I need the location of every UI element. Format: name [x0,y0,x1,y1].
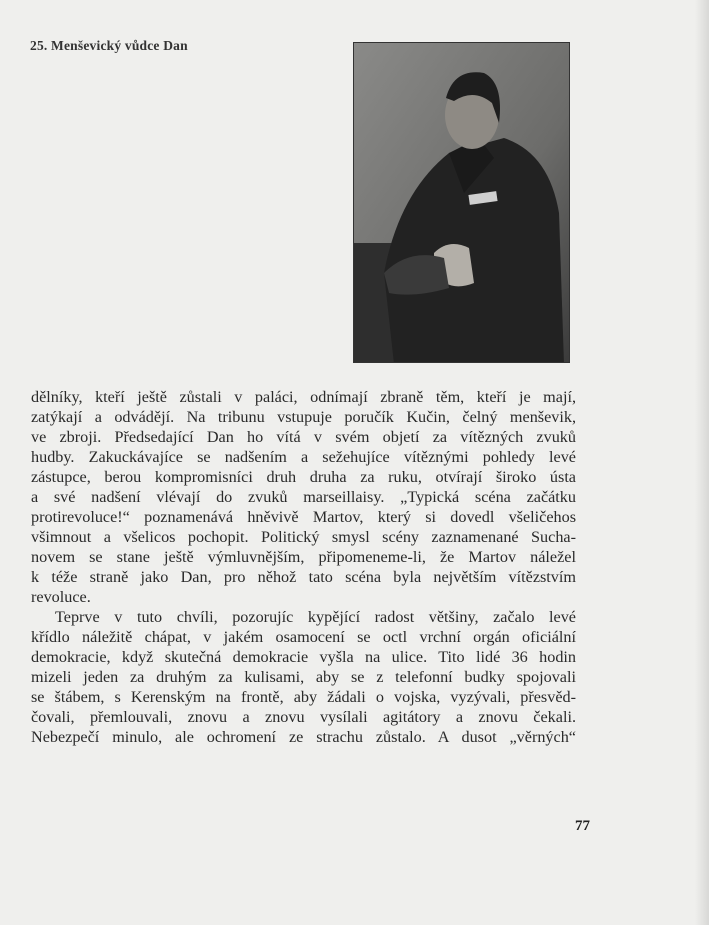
text-line: hudby. Zakuckávajíce se nadšením a sežehujíce vítěznými pohledy levé [31,448,576,466]
page-edge-shadow [695,0,709,925]
text-line: zatýkají a odvádějí. Na tribunu vstupuje poručík Kučin, čelný menševik, [31,408,576,426]
body-text [31,387,576,747]
text-line: protirevoluce!“ poznamenává hněvivě Martov, který si dovedl všeličehos [31,508,576,526]
text-line: ve zbroji. Předsedající Dan ho vítá v svém objetí za vítězných zvuků [31,428,576,446]
figure-caption: 25. Menševický vůdce Dan [30,38,188,53]
page-number: 77 [575,818,590,834]
text-line: a své nadšení vlévají do zvuků marseillaisy. „Typická scéna začátku [31,488,576,506]
text-line: křídlo náležitě chápat, v jakém osamocení se octl vrchní orgán oficiální [31,628,576,646]
paragraph-1 [31,387,576,607]
text-line: všimnout a všelicos pochopit. Politický smysl scény zaznamenané Sucha- [31,528,576,546]
text-line: k téže straně jako Dan, pro něhož tato scéna byla největším vítězstvím [31,568,576,586]
text-line: se štábem, s Kerenským na frontě, aby žádali o vojska, vyzývali, přesvěd- [31,688,576,706]
text-line: zástupce, berou kompromisníci druh druha za ruku, otvírají široko ústa [31,468,576,486]
text-line: novem se stane ještě výmluvnějším, připomeneme-li, že Martov náležel [31,548,576,566]
text-line: Nebezpečí minulo, ale ochromení ze strachu zůstalo. A dusot „věrných“ [31,728,576,746]
text-line: demokracie, když skutečná demokracie vyšla na ulice. Tito lidé 36 hodin [31,648,576,666]
text-line: revoluce. [31,588,91,606]
text-line: Teprve v tuto chvíli, pozorujíc kypějící radost většiny, začalo levé [55,608,576,626]
text-line: mizeli jeden za druhým za kulisami, aby se z telefonní budky spojovali [31,668,576,686]
text-line: čovali, přemlouvali, znovu a znovu vysílali agitátory a znovu čekali. [31,708,576,726]
text-line: dělníky, kteří ještě zůstali v paláci, odnímají zbraně těm, kteří je mají, [31,388,576,406]
portrait-photo [353,42,570,363]
paragraph-2 [31,607,576,747]
